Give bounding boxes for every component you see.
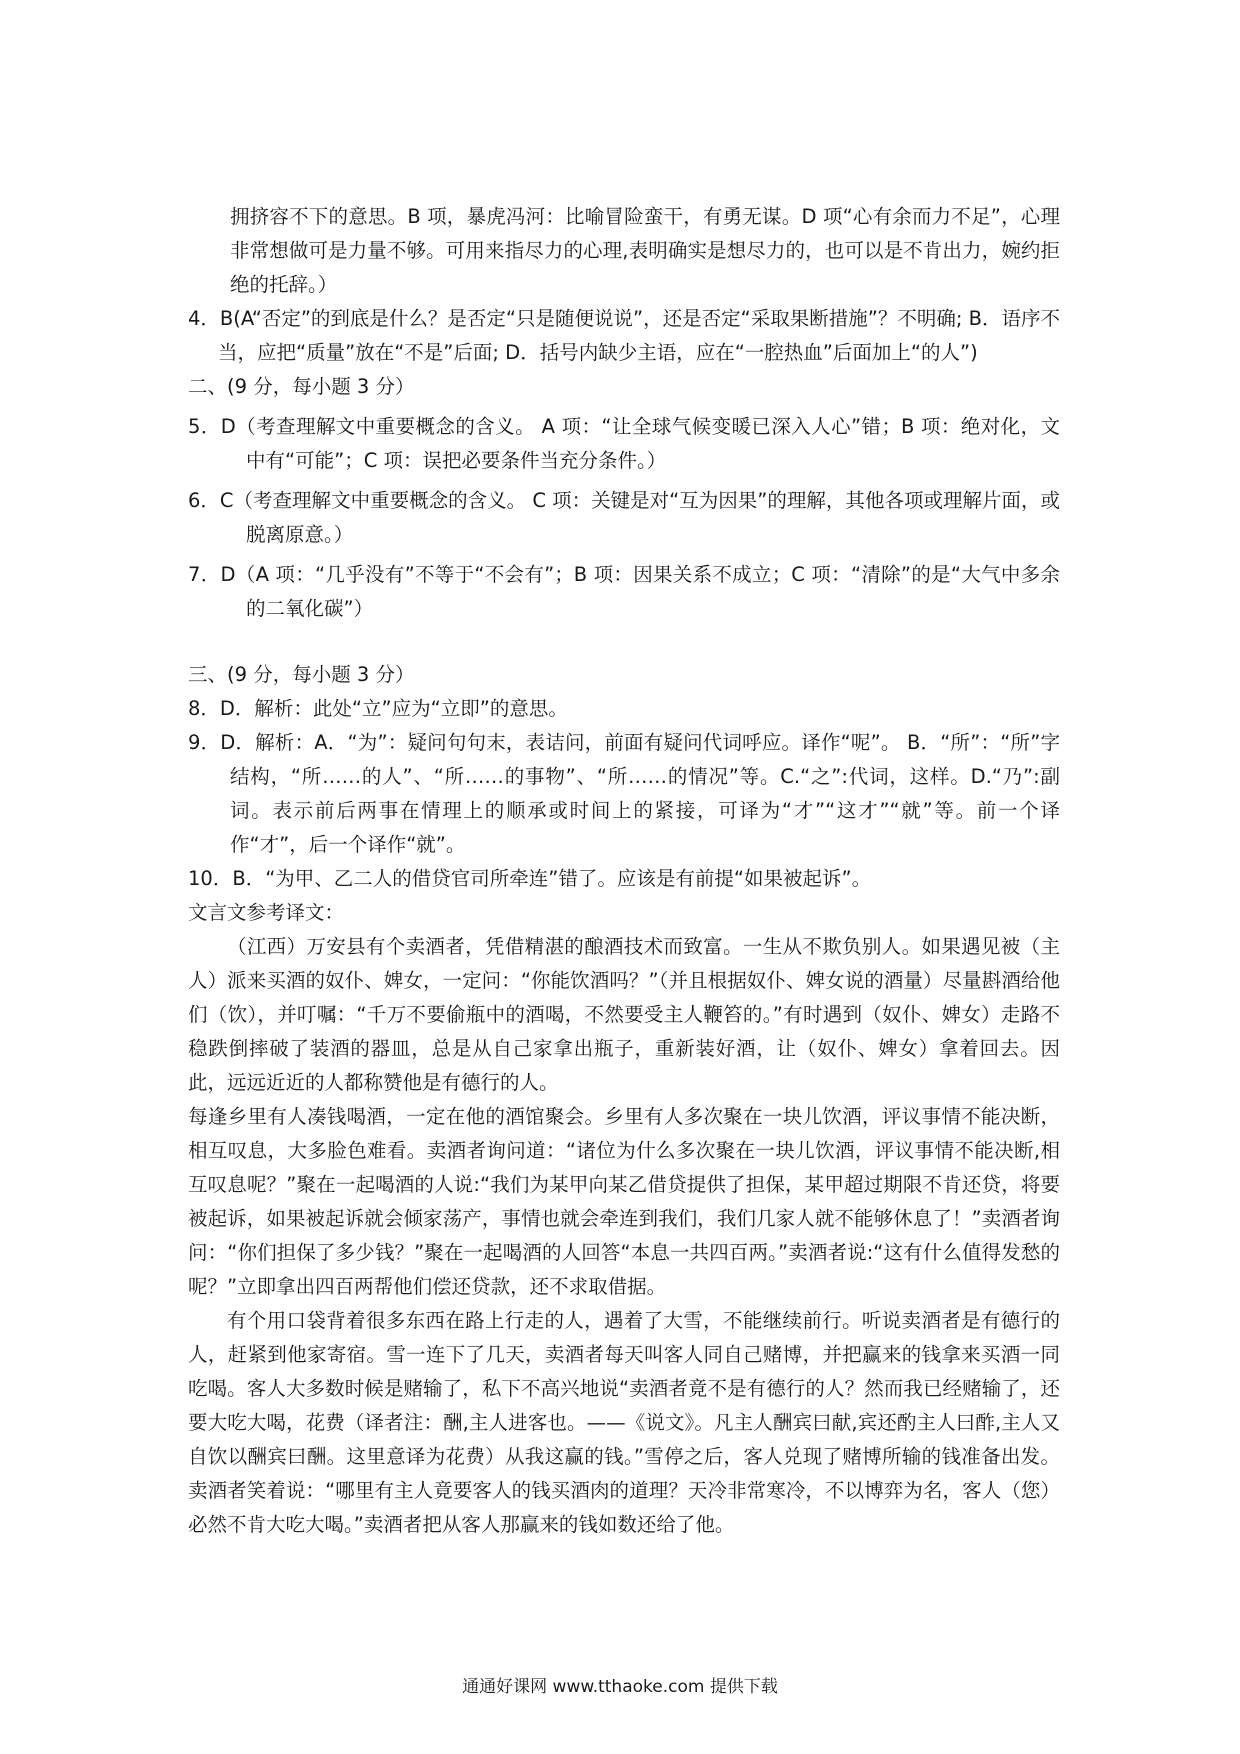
answer-q9: 9．D．解析：A．“为”：疑问句句末，表诘问，前面有疑问代词呼应。译作“呢”。 B．“所”：“所”字结构，“所……的人”、“所……的事物”、“所……的情况”等。C.“之”:代词，这样。D.“乃”:副词。表示前后两事在情理上的顺承或时间上的紧接，可译为“才”“这才”“就”等。前一个译作“才”，后一个译作“就”。 [188, 731, 1060, 856]
translation-paragraph-3: 有个用口袋背着很多东西在路上行走的人，遇着了大雪，不能继续前行。听说卖酒者是有德行的人，赶紧到他家寄宿。雪一连下了几天，卖酒者每天叫客人同自己赌博，并把赢来的钱拿来买酒一同吃喝。客人大多数时候是赌输了，私下不高兴地说“卖酒者竟不是有德行的人？然而我已经赌输了，还要大吃大喝，花费（译者注：酬,主人进客也。——《说文》。凡主人酬宾曰献,宾还酌主人曰酢,主人又自饮以酬宾曰酬。这里意译为花费）从我这赢的钱。”雪停之后，客人兑现了赌博所输的钱准备出发。卖酒者笑着说：“哪里有主人竟要客人的钱买酒肉的道理？天冷非常寒冷，不以博弈为名，客人（您）必然不肯大吃大喝。”卖酒者把从客人那赢来的钱如数还给了他。 [188, 1309, 1060, 1536]
translation-paragraph-2: 每逢乡里有人凑钱喝酒，一定在他的酒馆聚会。乡里有人多次聚在一块儿饮酒，评议事情不能决断，相互叹息，大多脸色难看。卖酒者询问道：“诸位为什么多次聚在一块儿饮酒，评议事情不能决断,相互叹息呢？”聚在一起喝酒的人说:“我们为某甲向某乙借贷提供了担保，某甲超过期限不肯还贷，将要被起诉，如果被起诉就会倾家荡产，事情也就会牵连到我们，我们几家人就不能够休息了！”卖酒者询问：“你们担保了多少钱？”聚在一起喝酒的人回答“本息一共四百两。”卖酒者说:“这有什么值得发愁的呢？”立即拿出四百两帮他们偿还贷款，还不求取借据。 [188, 1105, 1060, 1298]
section-2-heading: 二、(9 分，每小题 3 分） [188, 375, 415, 398]
answer-q7: 7．D（A 项：“几乎没有”不等于“不会有”；B 项：因果关系不成立；C 项：“清除”的是“大气中多余的二氧化碳”） [188, 563, 1060, 620]
answer-q8: 8．D．解析：此处“立”应为“立即”的意思。 [188, 697, 568, 720]
translation-heading: 文言文参考译文： [188, 901, 345, 924]
page-footer: 通通好课网 www.tthaoke.com 提供下载 [462, 1677, 778, 1697]
q3-continuation: 拥挤容不下的意思。B 项，暴虎冯河：比喻冒险蛮干，有勇无谋。D 项“心有余而力不足”，心理非常想做可是力量不够。可用来指尽力的心理,表明确实是想尽力的，也可以是不肯出力，婉约拒绝的托辞。） [230, 205, 1060, 296]
answer-content [188, 200, 1060, 1542]
answer-q10: 10．B．“为甲、乙二人的借贷官司所牵连”错了。应该是有前提“如果被起诉”。 [188, 867, 872, 890]
translation-paragraph-1: （江西）万安县有个卖酒者，凭借精湛的酿酒技术而致富。一生从不欺负别人。如果遇见被（主人）派来买酒的奴仆、婢女，一定问：“你能饮酒吗？”（并且根据奴仆、婢女说的酒量）尽量斟酒给他们（饮），并叮嘱：“千万不要偷瓶中的酒喝，不然要受主人鞭笞的。”有时遇到（奴仆、婢女）走路不稳跌倒摔破了装酒的器皿，总是从自己家拿出瓶子，重新装好酒，让（奴仆、婢女）拿着回去。因此，远远近近的人都称赞他是有德行的人。 [188, 935, 1060, 1094]
answer-q4: 4．B(A“否定”的到底是什么？是否定“只是随便说说”，还是否定“采取果断措施”？不明确; B．语序不当，应把“质量”放在“不是”后面; D．括号内缺少主语，应在“一腔热血”后面加上“的人”) [188, 307, 1060, 364]
answer-q6: 6．C（考查理解文中重要概念的含义。 C 项：关键是对“互为因果”的理解，其他各项或理解片面，或脱离原意。） [188, 489, 1060, 546]
answer-q5: 5．D（考查理解文中重要概念的含义。 A 项：“让全球气候变暖已深入人心”错；B 项：绝对化，文中有“可能”；C 项：误把必要条件当充分条件。） [188, 415, 1060, 472]
section-3-heading: 三、(9 分，每小题 3 分） [188, 663, 415, 686]
